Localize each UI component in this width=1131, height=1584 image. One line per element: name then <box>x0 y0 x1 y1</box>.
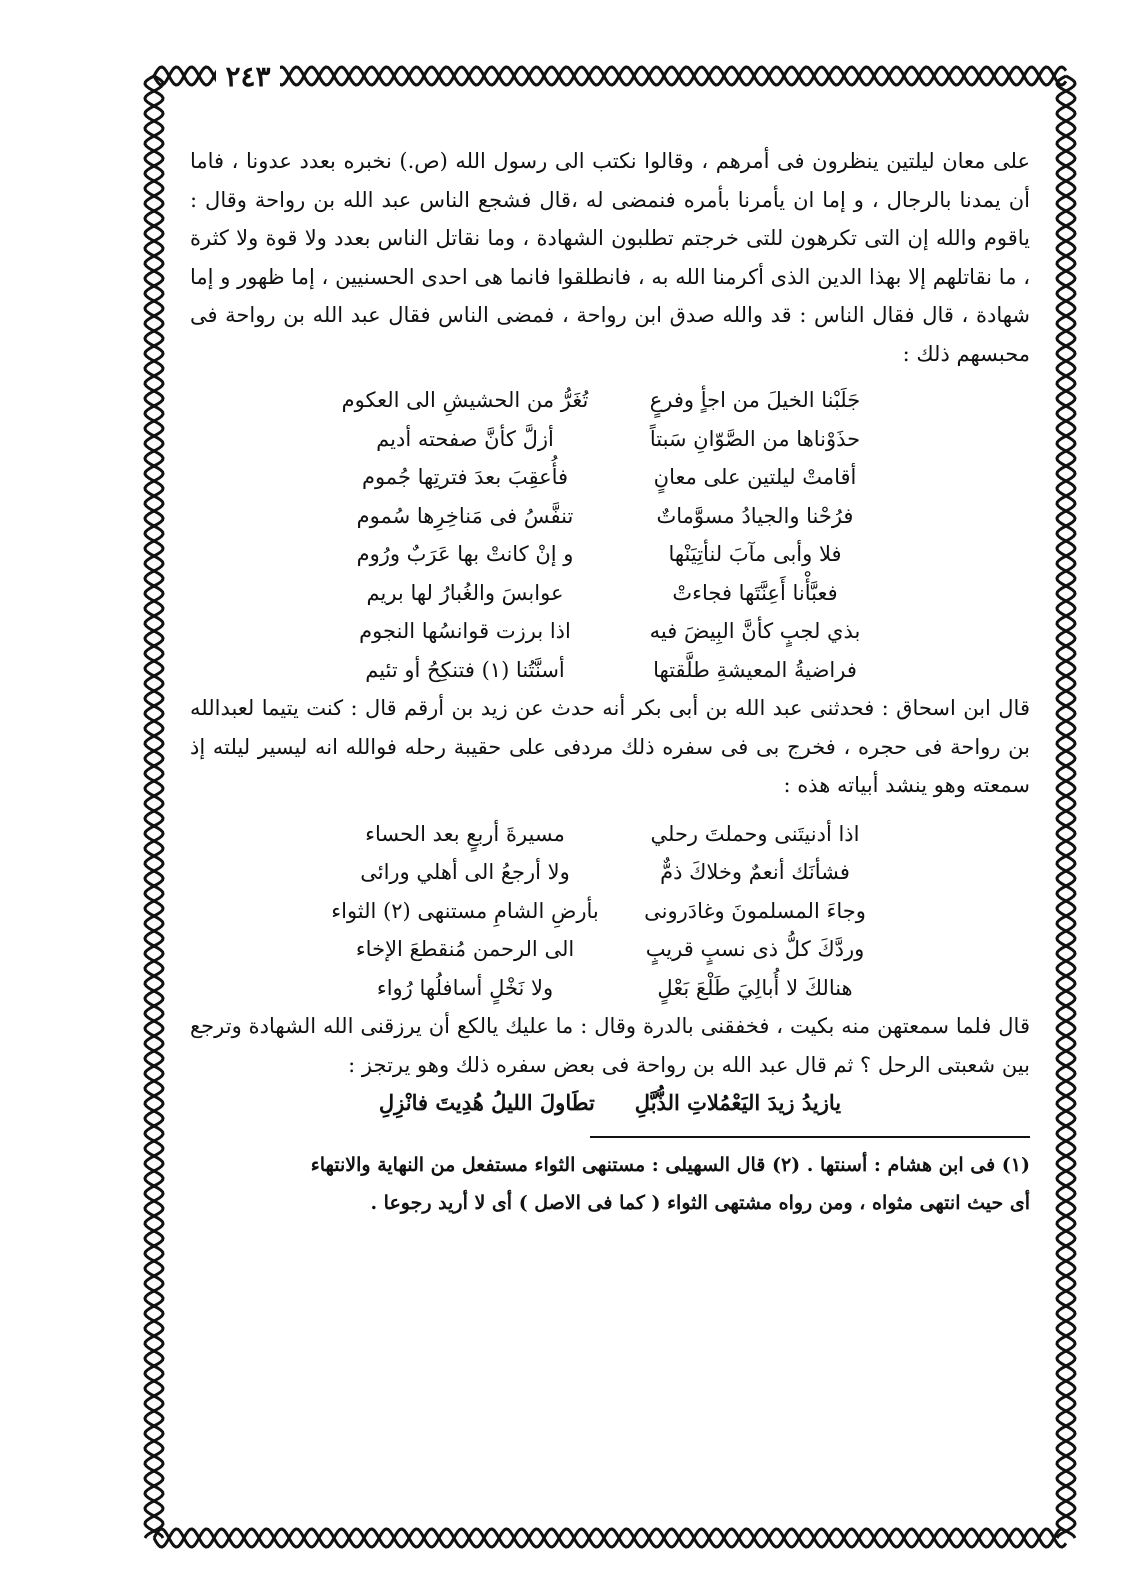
verse-line <box>330 497 890 536</box>
verse-second-hemistich: اذا برزت قوانسُها النجوم <box>359 619 571 643</box>
rajaz-second-hemistich: تطَاولَ الليلُ هُدِيتَ فانْزِلِ <box>378 1090 595 1115</box>
verse-first-hemistich: بذي لجبٍ كأنَّ البِيضَ فيه <box>649 619 861 643</box>
verse-line <box>330 651 890 690</box>
paragraph-zayd-narration: قال ابن اسحاق : فحدثنى عبد الله بن أبى بكر أنه حدث عن زيد بن أرقم قال : كنت يتيما لعبدالله بن رواحة فى حجره ، فخرج بى فى سفره ذلك مردفى على حقيبة رحله فوالله انه ليسير ليلته إذ سمعته وهو ينشد أبياته هذه : <box>190 696 1030 797</box>
page-body <box>190 142 1030 1222</box>
verse-second-hemistich: و إنْ كانتْ بها عَرَبٌ ورُوم <box>356 542 574 566</box>
rajaz-first-hemistich: يازيدُ زيدَ اليَعْمُلاتِ الذُّبَّلِ <box>634 1090 842 1115</box>
page-number: ٢٤٣ <box>216 60 280 94</box>
verse-first-hemistich: فعبَّأْنا أَعِنَّتَها فجاءتْ <box>672 580 838 605</box>
footnote-divider <box>590 1136 1030 1138</box>
verse-first-hemistich: فرُحْنا والجيادُ مسوَّماتٌ <box>656 503 854 528</box>
poem-ibn-rawaha <box>330 381 890 689</box>
verse-second-hemistich: أزلَّ كأنَّ صفحته أديم <box>376 426 554 451</box>
verse-first-hemistich: فشأنَك أنعمٌ وخلاكَ ذمٌّ <box>660 860 850 884</box>
footnotes <box>190 1146 1030 1222</box>
verse-first-hemistich: فراضيةُ المعيشةِ طلَّقتها <box>653 657 857 682</box>
verse-line <box>330 458 890 497</box>
verse-line <box>330 574 890 613</box>
rajaz-verse <box>190 1084 1030 1122</box>
verse-second-hemistich: تُغَرُّ من الحشيشِ الى العكوم <box>341 388 589 412</box>
verse-second-hemistich: ولا نَخْلٍ أسافلُها رُواء <box>376 975 554 1000</box>
verse-second-hemistich: بأرضِ الشامِ مستنهى (٢) الثواء <box>331 898 599 923</box>
verse-line <box>330 815 890 854</box>
verse-first-hemistich: اذا أدنيتَنى وحملتَ رحلي <box>650 821 860 846</box>
verse-line <box>330 853 890 892</box>
verse-line <box>330 612 890 651</box>
verse-first-hemistich: حذَوْناها من الصَّوّانِ سَبتاً <box>649 426 861 451</box>
paragraph-weeping: قال فلما سمعتهن منه بكيت ، فخفقنى بالدرة وقال : ما عليك يالكع أن يرزقنى الله الشهادة وترجع بين شعبتى الرحل ؟ ثم قال عبد الله بن رواحة فى بعض سفره ذلك وهو يرتجز : <box>190 1014 1030 1077</box>
verse-line <box>330 892 890 931</box>
verse-second-hemistich: تنفَّسُ فى مَناخِرِها سُموم <box>356 503 574 528</box>
verse-second-hemistich: الى الرحمن مُنقطعَ الإخاء <box>355 937 575 961</box>
verse-second-hemistich: ولا أرجعُ الى أهلي ورائى <box>360 860 570 884</box>
verse-second-hemistich: فأُعقِبَ بعدَ فترتِها جُموم <box>361 465 569 489</box>
footnote-line: أى حيث انتهى مثواه ، ومن رواه مشتهى الثواء ( كما فى الاصل ) أى لا أريد رجوعا . <box>370 1192 1030 1214</box>
paragraph-intro: على معان ليلتين ينظرون فى أمرهم ، وقالوا نكتب الى رسول الله (ص.) نخبره بعدد عدونا ، فاما أن يمدنا بالرجال ، و إما ان يأمرنا بأمره فنمضى له ،قال فشجع الناس عبد الله بن رواحة وقال : ياقوم والله إن التى تكرهون للتى خرجتم تطلبون الشهادة ، وما نقاتل الناس بعدد ولا قوة ولا كثرة ، ما نقاتلهم إلا بهذا الدين الذى أكرمنا الله به ، فانطلقوا فانما هى احدى الحسنيين ، إما ظهور و إما شهادة ، قال فقال الناس : قد والله صدق ابن رواحة ، فمضى الناس فقال عبد الله بن رواحة فى محبسهم ذلك : <box>190 149 1030 366</box>
verse-second-hemistich: أسنَّتُنا (١) فتنكِحُ أو تئيم <box>365 657 565 682</box>
verse-first-hemistich: أقامتْ ليلتين على معانٍ <box>653 465 857 489</box>
verse-first-hemistich: فلا وأبى مآبَ لنأتِيَنْها <box>668 542 842 566</box>
verse-first-hemistich: جَلَبْنا الخيلَ من اجأٍ وفرعٍ <box>649 388 861 412</box>
poem-departure <box>330 815 890 1008</box>
verse-second-hemistich: عوابسَ والغُبارُ لها بريم <box>366 580 564 605</box>
verse-first-hemistich: هنالكَ لا أُبالِيَ طَلْعَ بَعْلٍ <box>657 975 853 1000</box>
verse-line <box>330 930 890 969</box>
verse-line <box>330 535 890 574</box>
verse-first-hemistich: وجاءَ المسلمونَ وغادَرونى <box>644 898 866 923</box>
verse-line <box>330 420 890 459</box>
verse-line <box>330 381 890 420</box>
footnote-line: (١) فى ابن هشام : أسنتها . (٢) قال السهيلى : مستنهى الثواء مستفعل من النهاية والانتهاء <box>310 1154 1030 1176</box>
verse-second-hemistich: مسيرةَ أربعٍ بعد الحساء <box>365 821 565 846</box>
verse-line <box>330 969 890 1008</box>
verse-first-hemistich: وردَّكَ كلُّ ذى نسبٍ قريبٍ <box>645 937 865 961</box>
